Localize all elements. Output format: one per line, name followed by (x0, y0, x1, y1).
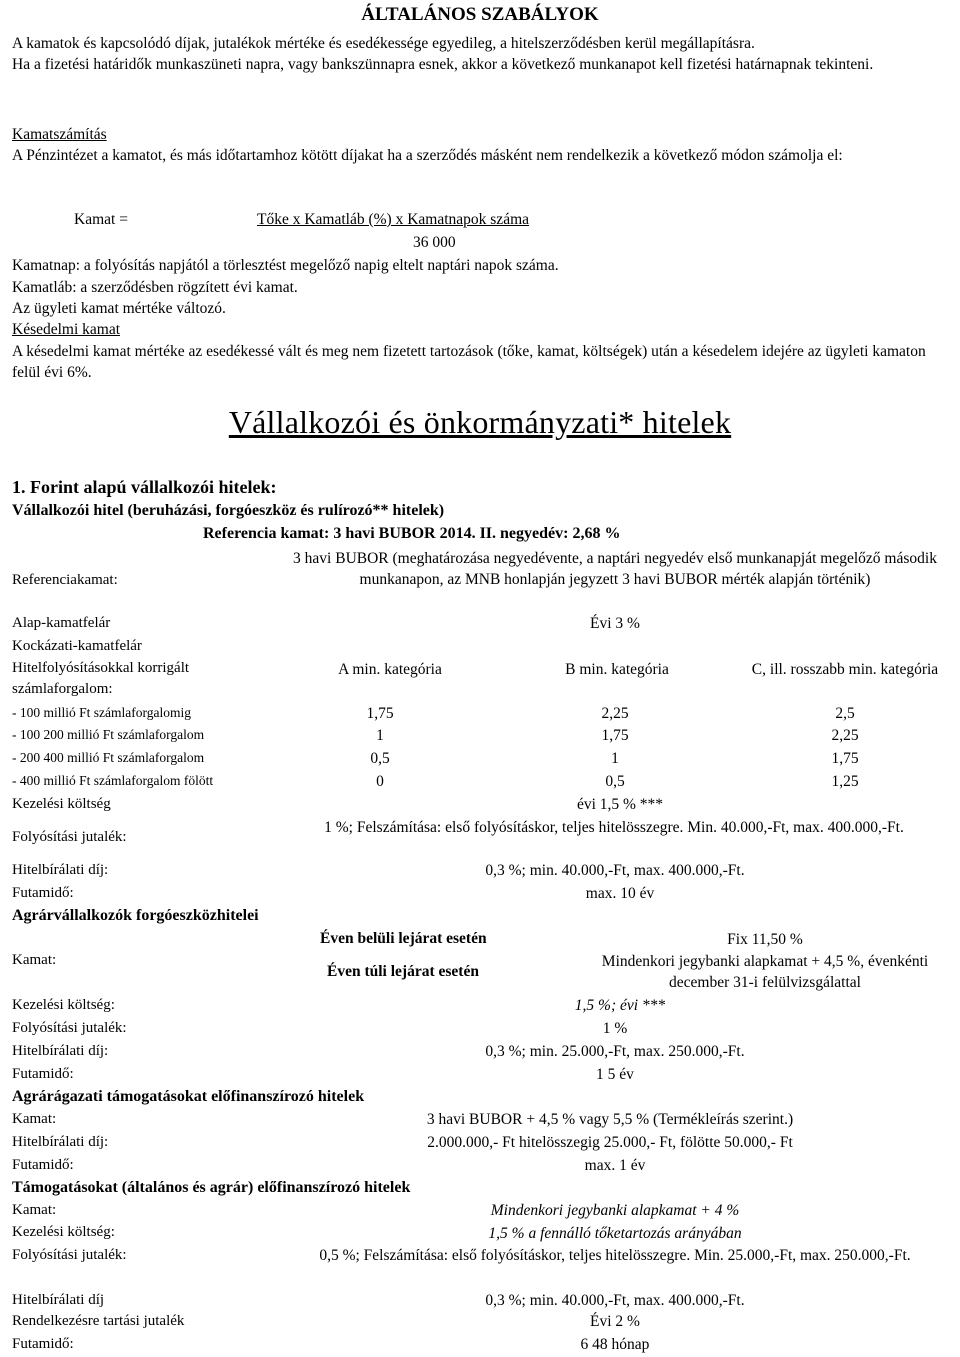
agrar-heading: Agrárvállalkozók forgóeszközhitelei (12, 907, 259, 924)
tamogatas-futamido-label: Futamidő: (12, 1336, 74, 1352)
alap-kamatfelar-value: Évi 3 % (590, 615, 640, 632)
table-cell: 0,5 (370, 750, 390, 767)
main-section-title: Vállalkozói és önkormányzati* hitelek (228, 404, 732, 440)
futamido-value: max. 10 év (585, 885, 655, 902)
table-row-label: - 400 millió Ft számlaforgalom fölött (12, 773, 214, 788)
reference-rate: Referencia kamat: 3 havi BUBOR 2014. II. negyedév: 2,68 % (203, 525, 621, 542)
kesedelmi-heading: Késedelmi kamat (12, 321, 121, 338)
table-cell: 1,75 (601, 727, 629, 744)
korrigalt-label-2: számlaforgalom: (12, 681, 113, 697)
intro-paragraph-1: A kamatok és kapcsolódó díjak, jutalékok mértéke és esedékessége egyedileg, a hitelszerződésben kerül megállapításra. (12, 35, 755, 52)
kockazati-kamatfelar-label: Kockázati-kamatfelár (12, 638, 142, 654)
agrar-futamido-label: Futamidő: (12, 1066, 74, 1082)
kamatlab-definition: Kamatláb: a szerződésben rögzített évi kamat. (12, 279, 298, 296)
table-row-label: - 100 200 millió Ft számlaforgalom (12, 727, 205, 742)
agrar-futamido-value: 1 5 év (596, 1066, 634, 1083)
futamido-label: Futamidő: (12, 885, 74, 901)
agrar-row1-value: Fix 11,50 % (727, 931, 803, 948)
tamogatas-rendelkezes-value: Évi 2 % (590, 1313, 640, 1330)
tamogatas-futamido-value: 6 48 hónap (580, 1336, 650, 1353)
tamogatas-kamat-label: Kamat: (12, 1202, 57, 1218)
section1-subheading: Vállalkozói hitel (beruházási, forgóeszköz és rulírozó** hitelek) (12, 502, 445, 519)
section1-heading: 1. Forint alapú vállalkozói hitelek: (12, 477, 277, 497)
table-cell: 0 (376, 773, 384, 790)
category-c: C, ill. rosszabb min. kategória (751, 661, 939, 678)
agrar-hitelbiralati-value: 0,3 %; min. 25.000,-Ft, max. 250.000,-Ft. (485, 1043, 745, 1060)
formula-denominator: 36 000 (413, 234, 456, 251)
agrarag-hitelbiralati-label: Hitelbírálati díj: (12, 1134, 109, 1150)
alap-kamatfelar-label: Alap-kamatfelár (12, 615, 111, 631)
tamogatas-rendelkezes-label: Rendelkezésre tartási jutalék (12, 1313, 185, 1329)
agrarag-hitelbiralati-value: 2.000.000,- Ft hitelösszegig 25.000,- Ft, fölötte 50.000,- Ft (427, 1134, 793, 1151)
korrigalt-label-1: Hitelfolyósításokkal korrigált (12, 660, 190, 676)
ugyleti-kamat-note: Az ügyleti kamat mértéke változó. (12, 300, 226, 317)
table-cell: 2,25 (601, 705, 629, 722)
table-cell: 0,5 (605, 773, 625, 790)
formula-numerator: Tőke x Kamatláb (%) x Kamatnapok száma (257, 211, 530, 228)
ref-label: Referenciakamat: (12, 572, 118, 588)
agrarag-kamat-label: Kamat: (12, 1111, 57, 1127)
category-b: B min. kategória (565, 661, 669, 678)
table-cell: 2,5 (835, 705, 855, 722)
intro-paragraph-2: Ha a fizetési határidők munkaszüneti napra, vagy bankszünnapra esnek, akkor a következő munkanapot kell fizetési határnapnak tekinteni. (12, 56, 874, 73)
category-a: A min. kategória (338, 661, 442, 678)
agrarag-kamat-value: 3 havi BUBOR + 4,5 % vagy 5,5 % (Termékleírás szerint.) (426, 1111, 794, 1128)
tamogatas-hitelbiralati-label: Hitelbírálati díj (12, 1292, 105, 1308)
agrar-kamat-label: Kamat: (12, 952, 57, 968)
kamatszamitas-heading: Kamatszámítás (12, 126, 107, 143)
tamogatas-hitelbiralati-value: 0,3 %; min. 40.000,-Ft, max. 400.000,-Ft. (485, 1292, 745, 1309)
tamogatas-folyositasi-label: Folyósítási jutalék: (12, 1247, 127, 1263)
agrarag-futamido-value: max. 1 év (584, 1157, 646, 1174)
table-cell: 1,75 (366, 705, 394, 722)
hitelbiralati-label: Hitelbírálati díj: (12, 862, 109, 878)
agrar-row2-value: Mindenkori jegybanki alapkamat + 4,5 %, évenkénti december 31-i felülvizsgálattal (601, 953, 929, 991)
table-row-label: - 100 millió Ft számlaforgalomig (12, 705, 191, 720)
agrar-folyositasi-label: Folyósítási jutalék: (12, 1020, 127, 1036)
kezelesi-value: évi 1,5 % *** (576, 796, 664, 813)
agrarag-futamido-label: Futamidő: (12, 1157, 74, 1173)
agrar-kezelesi-label: Kezelési költség: (12, 997, 115, 1013)
table-cell: 1,25 (831, 773, 859, 790)
agrar-row1-label: Éven belüli lejárat esetén (320, 930, 487, 947)
agrarag-heading: Agrárágazati támogatásokat előfinanszírozó hitelek (12, 1088, 365, 1105)
kamatnap-definition: Kamatnap: a folyósítás napjától a törlesztést megelőző napig eltelt naptári napok száma. (12, 257, 559, 274)
table-cell: 1 (376, 727, 384, 744)
tamogatas-kamat-value: Mindenkori jegybanki alapkamat + 4 % (490, 1202, 740, 1219)
formula-left: Kamat = (74, 211, 128, 228)
agrar-row2-label: Éven túli lejárat esetén (327, 963, 479, 980)
table-cell: 1,75 (831, 750, 859, 767)
kezelesi-label: Kezelési költség (12, 796, 111, 812)
folyositasi-value: 1 %; Felszámítása: első folyósításkor, teljes hitelösszegre. Min. 40.000,-Ft, max. 400.000,-Ft. (324, 819, 904, 836)
tamogatas-kezelesi-label: Kezelési költség: (12, 1224, 115, 1240)
tamogatas-heading: Támogatásokat (általános és agrár) előfinanszírozó hitelek (12, 1179, 411, 1196)
agrar-folyositasi-value: 1 % (602, 1020, 628, 1037)
kamatszamitas-text: A Pénzintézet a kamatot, és más időtartamhoz kötött díjakat ha a szerződés másként nem rendelkezik a következő módon számolja el: (12, 147, 843, 164)
agrar-kezelesi-value: 1,5 %; évi *** (574, 997, 666, 1014)
agrar-hitelbiralati-label: Hitelbírálati díj: (12, 1043, 109, 1059)
folyositasi-label: Folyósítási jutalék: (12, 829, 127, 845)
table-row-label: - 200 400 millió Ft számlaforgalom (12, 750, 205, 765)
tamogatas-folyositasi-value: 0,5 %; Felszámítása: első folyósításkor, teljes hitelösszegre. Min. 25.000,-Ft, max. 250.000,-Ft. (319, 1247, 911, 1264)
table-cell: 1 (611, 750, 619, 767)
ref-value: 3 havi BUBOR (meghatározása negyedévente, a naptári negyedév első munkanapját megelőző második munkanapon, az MNB honlapján jegyzett 3 havi BUBOR mérték alapján történik) (293, 550, 937, 588)
hitelbiralati-value: 0,3 %; min. 40.000,-Ft, max. 400.000,-Ft. (485, 862, 745, 879)
table-cell: 2,25 (831, 727, 859, 744)
tamogatas-kezelesi-value: 1,5 % a fennálló tőketartozás arányában (488, 1225, 742, 1242)
kesedelmi-text: A késedelmi kamat mértéke az esedékessé vált és meg nem fizetett tartozások (tőke, kamat, költségek) után a késedelem idejére az ügyleti kamaton felül évi 6%. (12, 343, 926, 381)
page-title: ÁLTALÁNOS SZABÁLYOK (361, 4, 599, 25)
